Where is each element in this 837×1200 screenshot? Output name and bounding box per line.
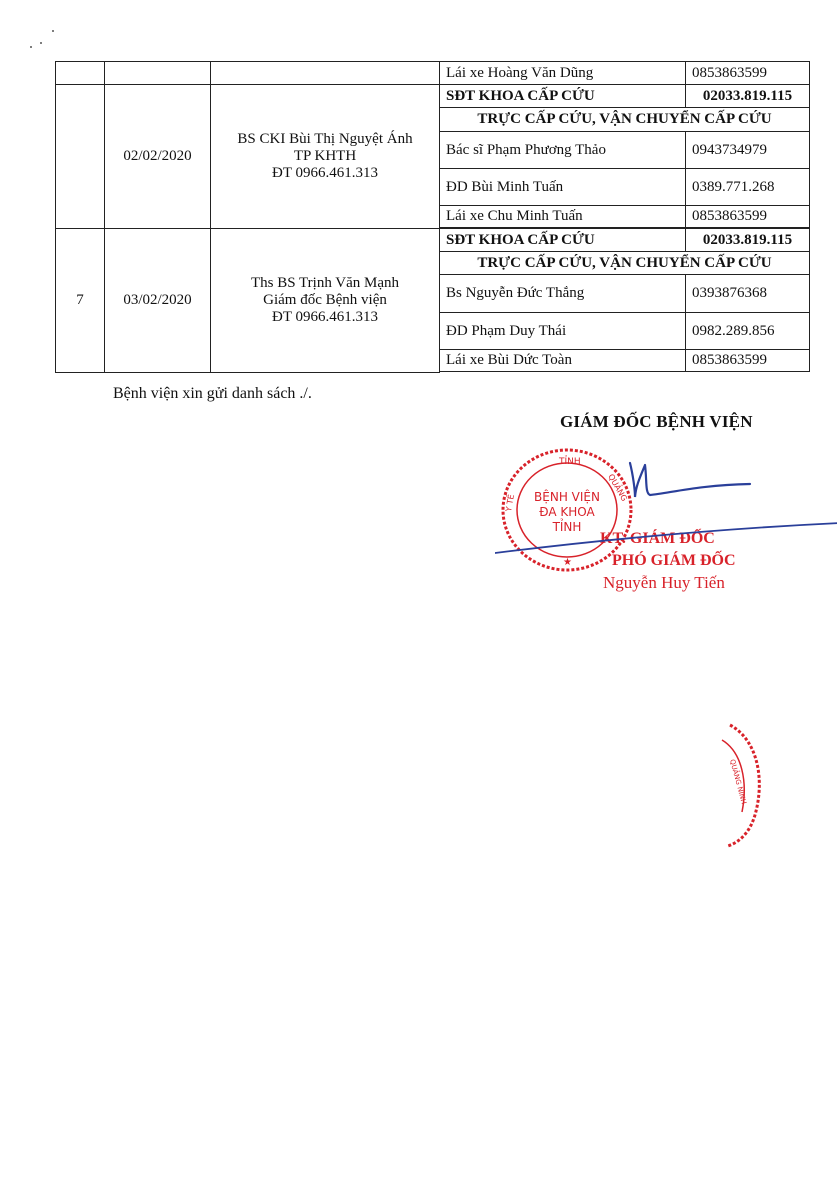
staff-phone-cell: 0853863599	[686, 350, 810, 372]
hotline-number: 02033.819.115	[686, 229, 810, 252]
staff-name-cell: ĐD Bùi Minh Tuấn	[440, 169, 686, 206]
stt-cell	[56, 85, 105, 229]
seal-line-1: BỆNH VIỆN	[534, 490, 600, 504]
edge-seal-text: QUẢNG NINH	[728, 758, 748, 806]
staff-name-cell: Lái xe Chu Minh Tuấn	[440, 206, 686, 228]
seal-line-2: ĐA KHOA	[539, 505, 595, 519]
hotline-label: SĐT KHOA CẤP CỨU	[440, 229, 686, 252]
table-row	[56, 229, 810, 252]
date-cell	[105, 62, 211, 85]
seal-line-3: TỈNH	[552, 520, 582, 534]
edge-seal-fragment	[700, 720, 770, 850]
scan-speck	[40, 42, 42, 44]
leader-name: BS CKI Bùi Thị Nguyệt Ánh	[237, 131, 413, 147]
seal-ring-top: TỈNH	[559, 457, 581, 467]
table-row	[56, 85, 810, 108]
staff-phone-cell: 0853863599	[686, 206, 810, 228]
staff-phone-cell: 0393876368	[686, 275, 810, 313]
hotline-number: 02033.819.115	[686, 85, 810, 108]
scan-speck	[52, 30, 54, 32]
leader-phone: ĐT 0966.461.313	[272, 308, 378, 325]
signature-deputy-line: PHÓ GIÁM ĐỐC	[612, 552, 736, 569]
hotline-label: SĐT KHOA CẤP CỨU	[440, 85, 686, 108]
leader-name: Ths BS Trịnh Văn Mạnh	[250, 274, 400, 291]
staff-phone-cell: 0943734979	[686, 132, 810, 169]
leader-position: Giám đốc Bệnh viện	[263, 291, 387, 308]
signature-kt-line: KT. GIÁM ĐỐC	[600, 530, 715, 547]
duty-header: TRỰC CẤP CỨU, VẬN CHUYỂN CẤP CỨU	[440, 108, 810, 132]
leader-cell	[211, 85, 440, 229]
signer-name: Nguyễn Huy Tiến	[603, 573, 725, 592]
leader-cell	[211, 229, 440, 373]
seal-ring-right: QUẢNG	[606, 472, 629, 503]
seal-ring-left: Y TẾ	[504, 493, 516, 513]
staff-phone-cell: 0389.771.268	[686, 169, 810, 206]
seal-star-icon: ★	[563, 557, 572, 568]
staff-name-cell: Lái xe Bùi Dức Toàn	[440, 350, 686, 372]
duty-header: TRỰC CẤP CỨU, VẬN CHUYỂN CẤP CỨU	[440, 252, 810, 275]
leader-phone: ĐT 0966.461.313	[272, 165, 378, 181]
stt-cell: 7	[56, 229, 105, 373]
signature-title: GIÁM ĐỐC BỆNH VIỆN	[560, 412, 753, 431]
staff-phone-cell: 0982.289.856	[686, 313, 810, 350]
date-cell: 03/02/2020	[105, 229, 211, 373]
leader-cell	[211, 62, 440, 85]
date-cell: 02/02/2020	[105, 85, 211, 229]
duty-roster-table	[55, 61, 810, 373]
staff-name-cell: Bs Nguyễn Đức Thắng	[440, 275, 686, 313]
leader-position: TP KHTH	[293, 148, 357, 164]
stt-cell	[56, 62, 105, 85]
scan-speck	[30, 46, 32, 48]
table-row	[56, 62, 810, 85]
staff-name-cell: ĐD Phạm Duy Thái	[440, 313, 686, 350]
staff-name-cell: Lái xe Hoàng Văn Dũng	[440, 62, 686, 85]
staff-name-cell: Bác sĩ Phạm Phương Thảo	[440, 132, 686, 169]
staff-phone-cell: 0853863599	[686, 62, 810, 85]
closing-remark: Bệnh viện xin gửi danh sách ./.	[113, 385, 312, 402]
